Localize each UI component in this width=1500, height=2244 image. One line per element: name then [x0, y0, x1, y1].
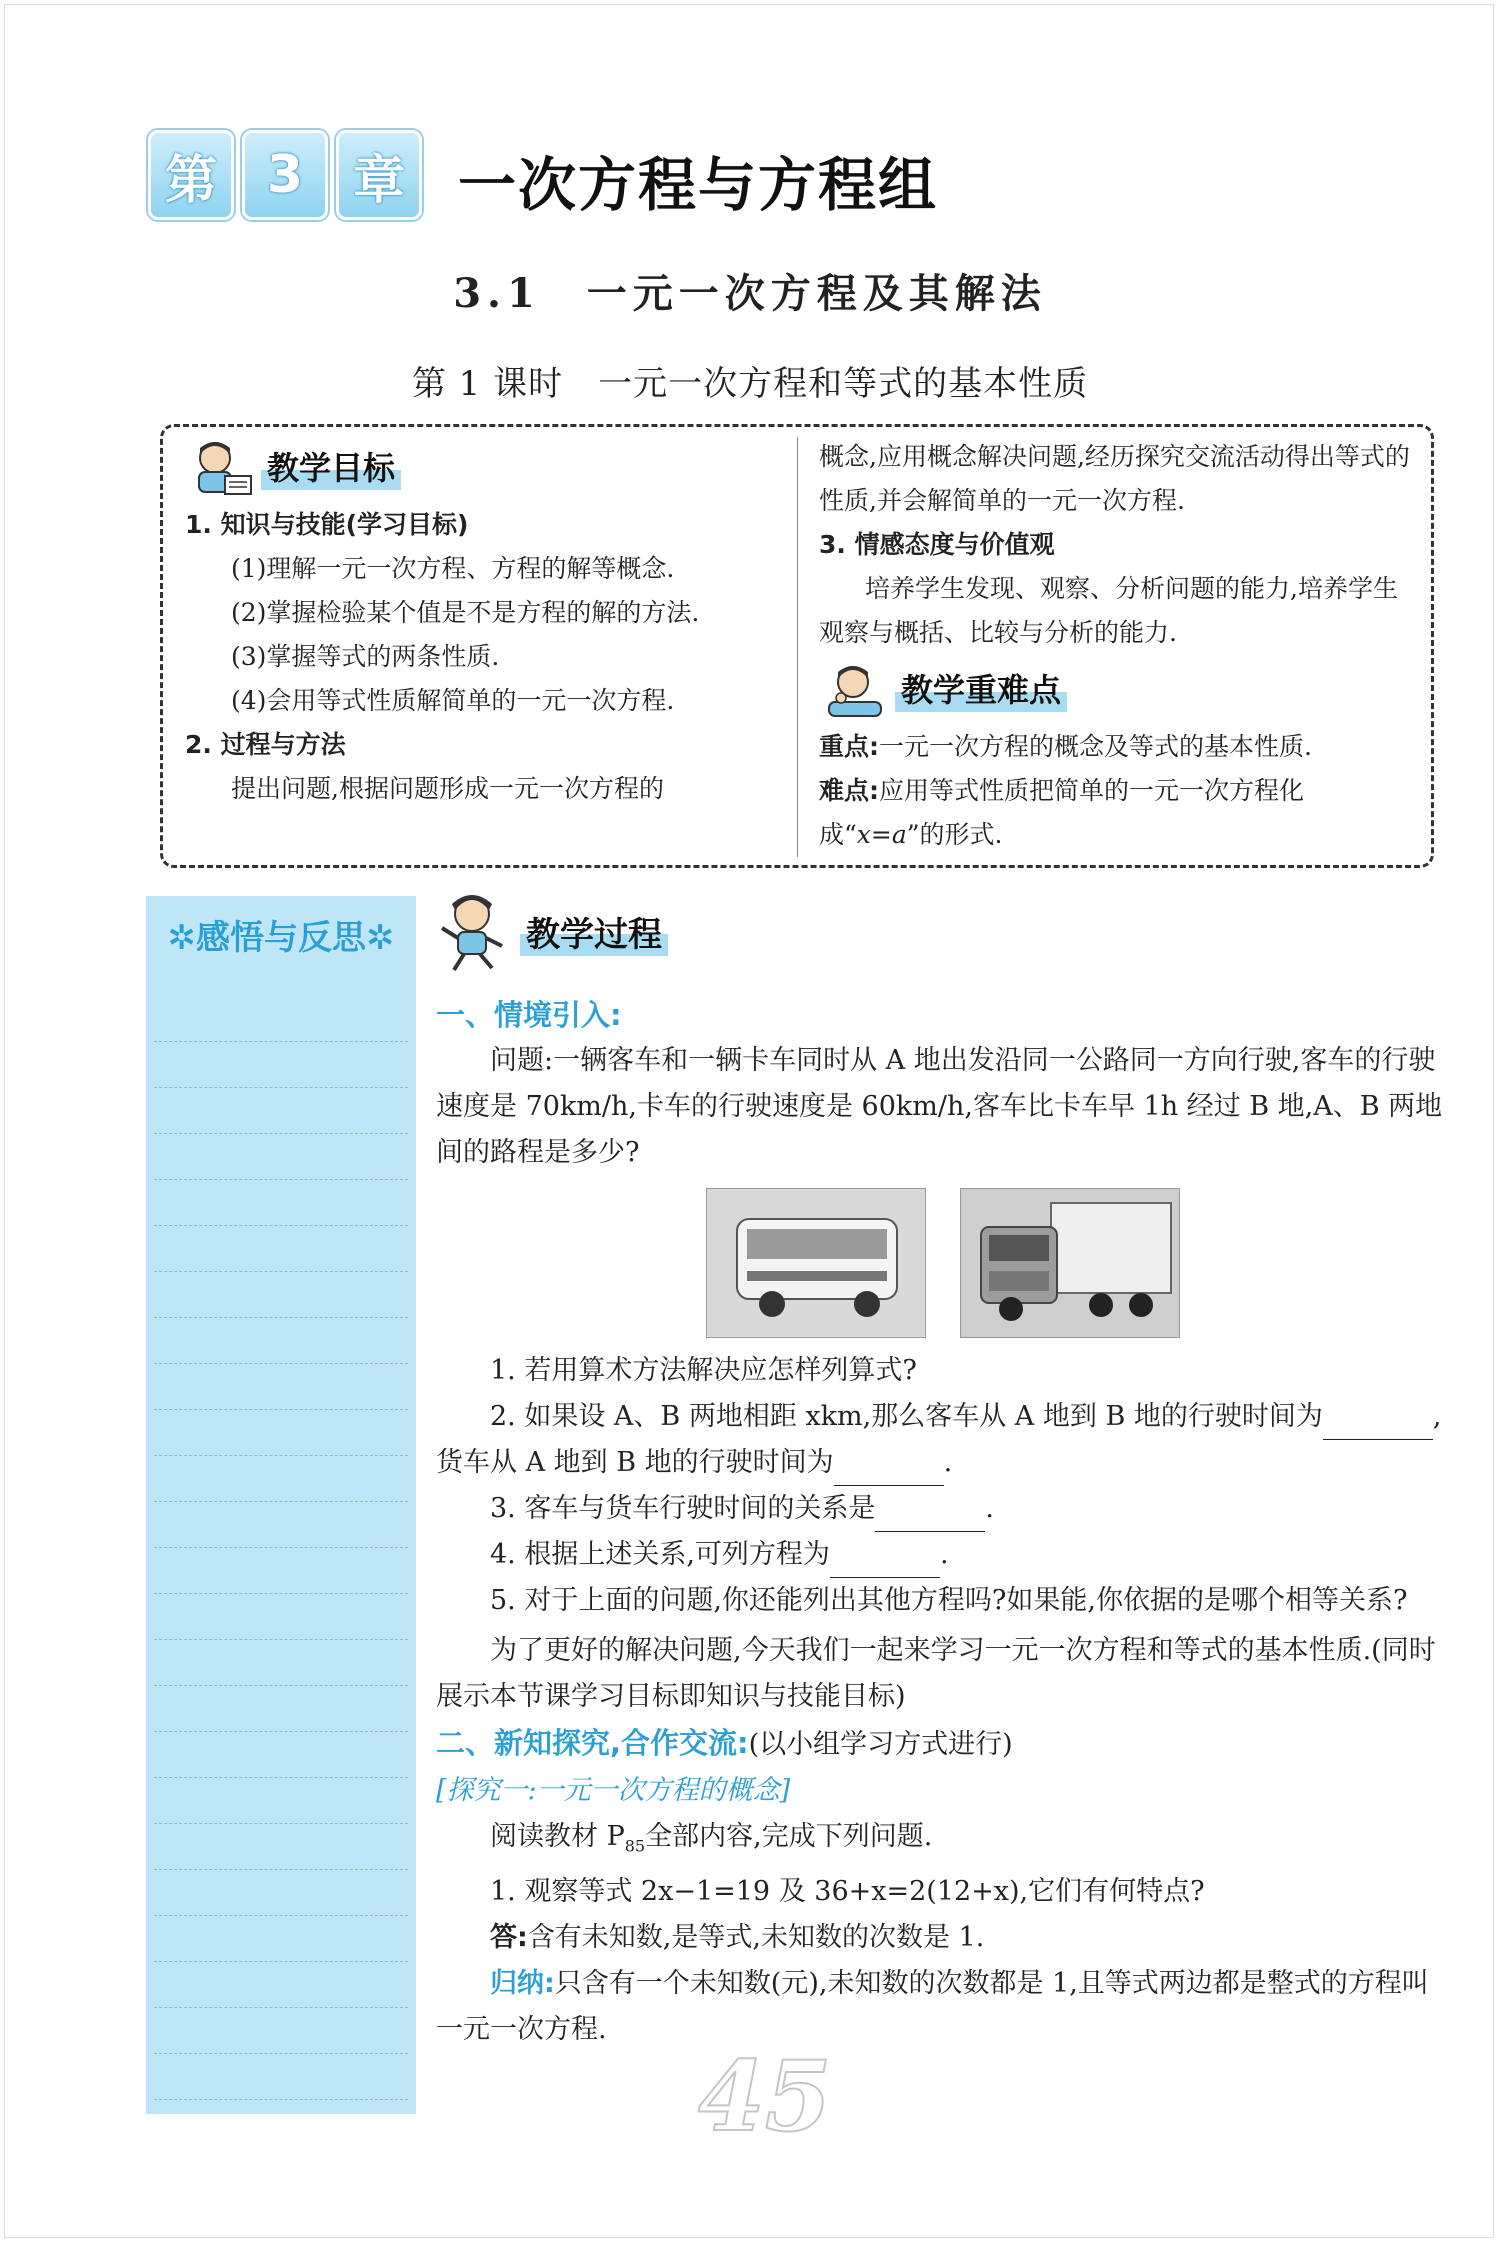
process-heading: [430, 888, 668, 974]
running-mascot-icon: [430, 888, 514, 974]
bus-photo: [706, 1188, 926, 1338]
objective-item: (4)会用等式性质解简单的一元一次方程.: [231, 686, 675, 715]
chapter-tile: 第: [148, 130, 234, 220]
lesson-title: 第 1 课时 一元一次方程和等式的基本性质: [411, 364, 1089, 404]
process-methods-text-cont: 概念,应用概念解决问题,经历探究交流活动得出等式的性质,并会解简单的一元一次方程.: [819, 442, 1410, 515]
sidebar-title: ✲感悟与反思✲: [167, 918, 395, 958]
hard-point-formula: x=a: [856, 820, 907, 849]
read-text-end: 全部内容,完成下列问题.: [645, 1821, 933, 1852]
answer-blank[interactable]: [875, 1501, 985, 1532]
truck-photo: [960, 1188, 1180, 1338]
hard-point-label: 难点:: [819, 776, 879, 805]
column-divider: [797, 437, 798, 857]
summary-text: 只含有一个未知数(元),未知数的次数都是 1,且等式两边都是整式的方程叫一元一次方程.: [436, 1968, 1429, 2046]
observe-question: 1. 观察等式 2x−1=19 及 36+x=2(12+x),它们有何特点?: [490, 1876, 1205, 1908]
read-text: 阅读教材 P: [490, 1821, 625, 1852]
page-number: 45: [698, 2040, 832, 2153]
question-5: 5. 对于上面的问题,你还能列出其他方程吗?如果能,你依据的是哪个相等关系?: [490, 1585, 1408, 1616]
difficulty-heading-label: 教学重难点: [895, 668, 1067, 712]
part1-title: 一、情境引入:: [436, 998, 622, 1032]
objectives-heading: [185, 433, 785, 503]
objective-item: (3)掌握等式的两条性质.: [231, 642, 500, 671]
part2-note: (以小组学习方式进行): [748, 1729, 1013, 1760]
answer-blank[interactable]: [834, 1455, 944, 1486]
objectives-left-column: [185, 427, 785, 811]
sidebar-note-lines: [154, 996, 408, 2096]
main-content: [436, 992, 1446, 2053]
attitude-values-text: 培养学生发现、观察、分析问题的能力,培养学生观察与概括、比较与分析的能力.: [819, 574, 1398, 647]
vehicle-photos: [706, 1188, 1446, 1338]
chapter-badge: [148, 130, 422, 220]
part2-header: [436, 1720, 1446, 1768]
attitude-values-title: 3. 情感态度与价值观: [819, 530, 1055, 559]
answer-line: [436, 1915, 1446, 1961]
objectives-box: [160, 424, 1434, 868]
hard-point-text-end: ”的形式.: [906, 820, 1003, 849]
read-instruction: [436, 1814, 1446, 1869]
hard-point: [819, 769, 1419, 857]
part2-title: 二、新知探究,合作交流:: [436, 1726, 749, 1760]
section-title: 3.1 一元一次方程及其解法: [453, 270, 1047, 317]
summary-line: [436, 1961, 1446, 2053]
objectives-heading-label: 教学目标: [261, 446, 401, 490]
question-2: 2. 如果设 A、B 两地相距 xkm,那么客车从 A 地到 B 地的行驶时间为 ,: [436, 1394, 1446, 1440]
question-4: 4. 根据上述关系,可列方程为 .: [436, 1532, 1446, 1578]
question-2-text: 2. 如果设 A、B 两地相距 xkm,那么客车从 A 地到 B 地的行驶时间为: [490, 1401, 1323, 1432]
intro-text: 为了更好的解决问题,今天我们一起来学习一元一次方程和等式的基本性质.(同时展示本节课学习目标即知识与技能目标): [436, 1635, 1436, 1712]
question-2b-text: 货车从 A 地到 B 地的行驶时间为: [436, 1447, 834, 1478]
difficulty-heading: [819, 655, 1419, 725]
answer-label: 答:: [490, 1922, 528, 1954]
chapter-tile: 3: [242, 130, 328, 220]
process-methods-text-start: 提出问题,根据问题形成一元一次方程的: [231, 774, 664, 803]
question-3-text: 3. 客车与货车行驶时间的关系是: [490, 1493, 876, 1524]
chapter-title: 一次方程与方程组: [458, 151, 939, 219]
problem-text: 问题:一辆客车和一辆卡车同时从 A 地出发沿同一公路同一方向行驶,客车的行驶速度是 70km/h,卡车的行驶速度是 60km/h,客车比卡车早 1h 经过 B 地,A、B 两地间的路程是多少?: [436, 1045, 1443, 1168]
objective-item: (1)理解一元一次方程、方程的解等概念.: [231, 554, 675, 583]
answer-text: 含有未知数,是等式,未知数的次数是 1.: [527, 1922, 985, 1954]
key-point: [819, 725, 1419, 769]
thinking-mascot-icon: [819, 658, 889, 722]
student-mascot-icon: [185, 436, 255, 500]
chapter-tile: 章: [336, 130, 422, 220]
question-3: 3. 客车与货车行驶时间的关系是 .: [436, 1486, 1446, 1532]
knowledge-skills-title: 1. 知识与技能(学习目标): [185, 510, 469, 539]
key-point-label: 重点:: [819, 732, 879, 761]
explore-title: [探究一:一元一次方程的概念]: [436, 1775, 791, 1806]
summary-label: 归纳:: [490, 1968, 555, 2000]
question-4-text: 4. 根据上述关系,可列方程为: [490, 1539, 830, 1570]
question-1: 1. 若用算术方法解决应怎样列算式?: [490, 1355, 917, 1386]
read-page-subscript: 85: [624, 1836, 646, 1856]
objective-item: (2)掌握检验某个值是不是方程的解的方法.: [231, 598, 700, 627]
process-methods-title: 2. 过程与方法: [185, 730, 346, 759]
question-2-cont: 货车从 A 地到 B 地的行驶时间为 .: [436, 1440, 1446, 1486]
process-heading-label: 教学过程: [520, 907, 668, 956]
objectives-right-column: [819, 427, 1419, 857]
hard-point-text: 应用等式性质把简单的一元一次方程化成“: [819, 776, 1305, 849]
key-point-text: 一元一次方程的概念及等式的基本性质.: [879, 732, 1312, 761]
answer-blank[interactable]: [830, 1547, 940, 1578]
answer-blank[interactable]: [1323, 1409, 1433, 1440]
reflection-sidebar: [146, 896, 416, 2114]
